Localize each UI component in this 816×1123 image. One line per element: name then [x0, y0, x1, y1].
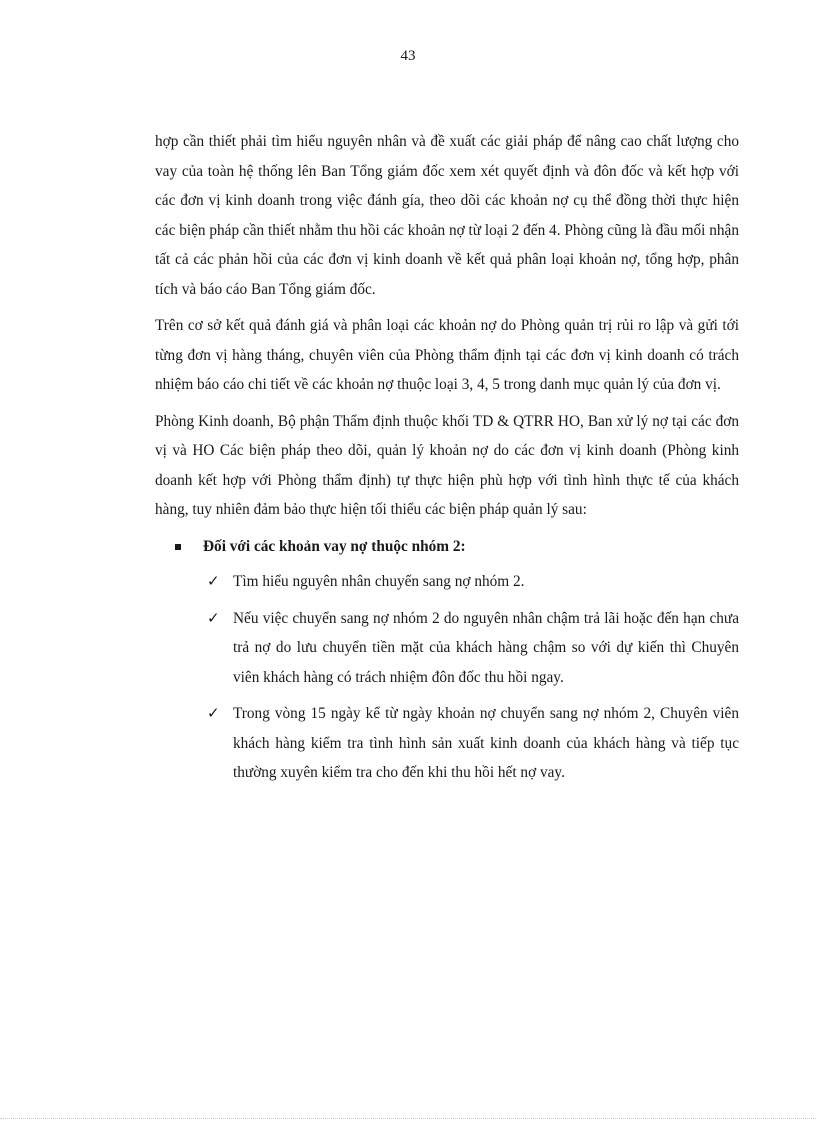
page-bottom-divider — [0, 1118, 816, 1119]
list-item-text: Tìm hiểu nguyên nhân chuyển sang nợ nhóm 2. — [233, 573, 525, 590]
list-item — [203, 567, 739, 597]
document-body — [155, 127, 739, 795]
list-item — [203, 699, 739, 788]
list-item-text: Nếu việc chuyển sang nợ nhóm 2 do nguyên nhân chậm trả lãi hoặc đến hạn chưa trả nợ do lưu chuyển tiền mặt của khách hàng chậm so với dự kiến thì Chuyên viên khách hàng có trách nhiệm đôn đốc thu hồi ngay. — [233, 609, 739, 686]
check-list — [203, 567, 739, 788]
check-mark-icon: ✓ — [207, 608, 220, 627]
check-mark-icon: ✓ — [207, 704, 220, 722]
paragraph-management-measures: Phòng Kinh doanh, Bộ phận Thẩm định thuộc khối TD & QTRR HO, Ban xử lý nợ tại các đơn vị và HO Các biện pháp theo dõi, quản lý khoản nợ do các đơn vị kinh doanh (Phòng kinh doanh kết hợp với Phòng thẩm định) tự thực hiện phù hợp với tình hình thực tế của khách hàng, tuy nhiên đảm bảo thực hiện tối thiểu các biện pháp quản lý sau: — [155, 412, 739, 518]
list-item — [203, 604, 739, 693]
paragraph-risk-evaluation: Trên cơ sở kết quả đánh giá và phân loại các khoản nợ do Phòng quản trị rủi ro lập và gửi tới từng đơn vị hàng tháng, chuyên viên của Phòng thẩm định tại các đơn vị kinh doanh có trách nhiệm báo cáo chi tiết về các khoản nợ thuộc loại 3, 4, 5 trong danh mục quản lý của đơn vị. — [155, 317, 739, 393]
bullet-section-group-2 — [155, 532, 739, 788]
bullet-heading: Đối với các khoản vay nợ thuộc nhóm 2: — [203, 537, 466, 555]
paragraph-continuation: hợp cần thiết phải tìm hiểu nguyên nhân và đề xuất các giải pháp để nâng cao chất lượng cho vay của toàn hệ thống lên Ban Tổng giám đốc xem xét quyết định và đôn đốc và kết hợp với các đơn vị kinh doanh trong việc đánh gía, theo dõi các khoản nợ cụ thể đồng thời thực hiện các biện pháp cần thiết nhằm thu hồi các khoản nợ từ loại 2 đến 4. Phòng cũng là đầu mối nhận tất cả các phản hồi của các đơn vị kinh doanh về kết quả phân loại khoản nợ, tổng hợp, phân tích và báo cáo Ban Tổng giám đốc. — [155, 133, 739, 298]
check-mark-icon: ✓ — [207, 572, 220, 590]
list-item-text: Trong vòng 15 ngày kể từ ngày khoản nợ chuyển sang nợ nhóm 2, Chuyên viên khách hàng kiểm tra tình hình sản xuất kinh doanh của khách hàng và tiếp tục thường xuyên kiểm tra cho đến khi thu hồi hết nợ vay. — [233, 705, 739, 781]
square-bullet-icon — [175, 544, 181, 550]
page-number: 43 — [400, 48, 416, 64]
